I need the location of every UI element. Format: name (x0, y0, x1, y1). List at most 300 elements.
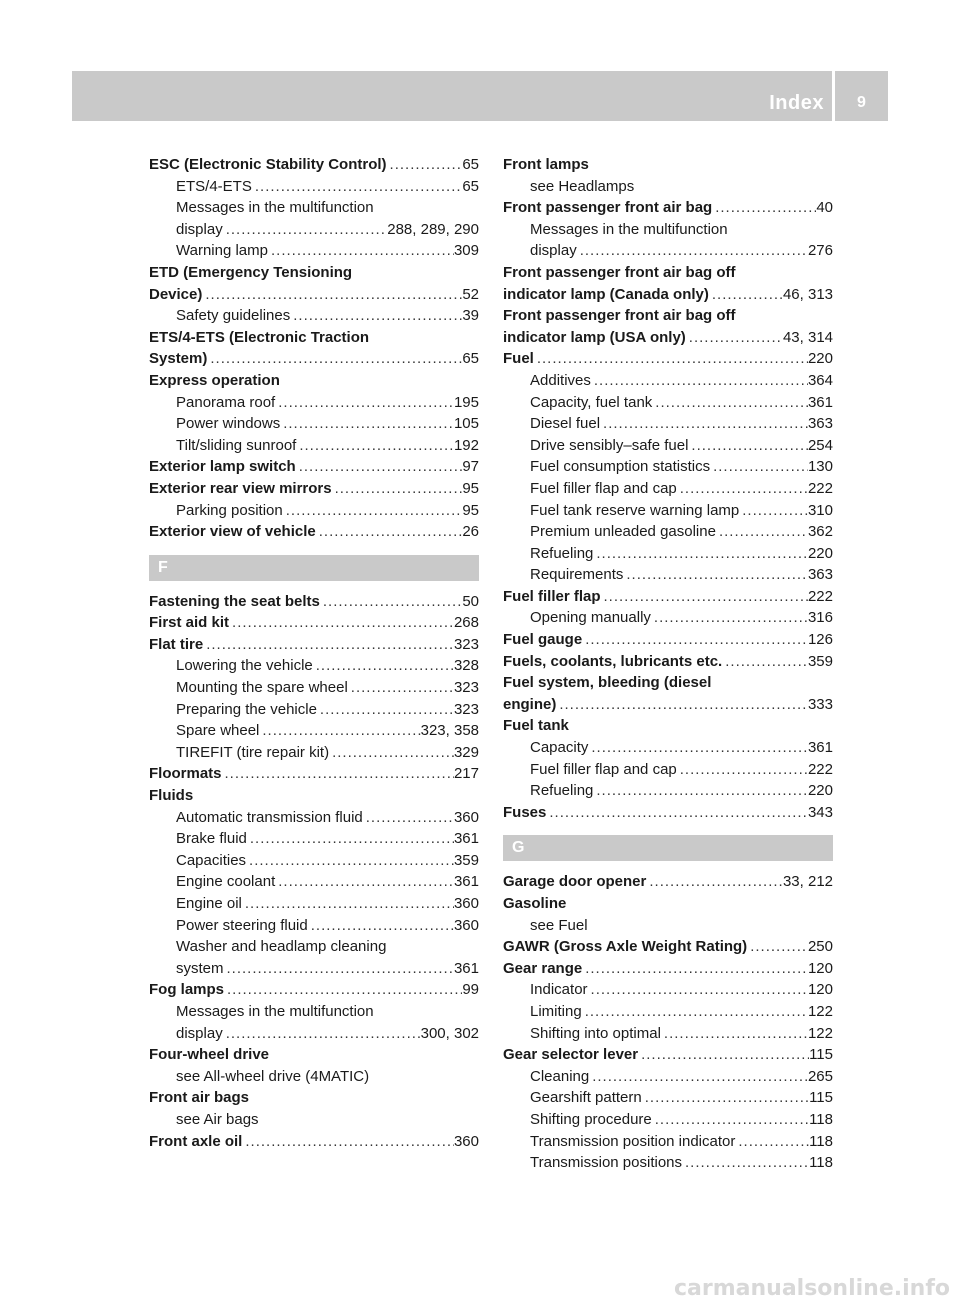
index-subentry (503, 240, 833, 262)
page-reference[interactable]: 52 (462, 285, 479, 303)
index-subentry (503, 759, 833, 781)
entry-text: Lowering the vehicle (176, 657, 313, 675)
index-subentry (503, 521, 833, 543)
entry-text: TIREFIT (tire repair kit) (176, 743, 330, 761)
entry-text: Gear range (503, 959, 583, 977)
page-reference[interactable]: 26 (462, 523, 479, 541)
page-reference[interactable]: 126 (807, 631, 833, 649)
dot-leader (252, 176, 462, 198)
index-entry (149, 478, 479, 500)
page-reference[interactable]: 43, 314 (782, 328, 833, 346)
index-subentry (503, 564, 833, 586)
index-subentry (503, 1087, 833, 1109)
index-entry (503, 197, 833, 219)
index-entry (503, 715, 833, 737)
index-entry (149, 763, 479, 785)
index-entry (503, 284, 833, 306)
index-subentry (149, 435, 479, 457)
index-subentry (149, 219, 479, 241)
dot-leader (646, 871, 783, 893)
entry-text: Engine coolant (176, 873, 276, 891)
index-subentry (503, 780, 833, 802)
dot-leader (686, 327, 783, 349)
page-reference[interactable]: 115 (809, 1046, 833, 1064)
index-subentry (149, 392, 479, 414)
entry-text: Exterior rear view mirrors (149, 479, 332, 497)
entry-text: GAWR (Gross Axle Weight Rating) (503, 938, 748, 956)
entry-text: ETS/4-ETS (Electronic Traction (149, 328, 370, 346)
dot-leader (387, 154, 463, 176)
index-entry (503, 893, 833, 915)
dot-leader (577, 240, 808, 262)
index-subentry (503, 219, 833, 241)
page-reference[interactable]: 118 (809, 1154, 833, 1172)
page-reference[interactable]: 65 (462, 177, 479, 195)
entry-text: Front passenger front air bag (503, 199, 713, 217)
page-reference[interactable]: 40 (816, 199, 833, 217)
dot-leader (556, 694, 808, 716)
page-reference[interactable]: 268 (453, 614, 479, 632)
entry-text: Tilt/sliding sunroof (176, 436, 297, 454)
index-entry (149, 1131, 479, 1153)
page-reference[interactable]: 276 (807, 242, 833, 260)
index-entry (503, 694, 833, 716)
index-entry (149, 634, 479, 656)
index-entry (503, 586, 833, 608)
dot-leader (591, 370, 808, 392)
dot-leader (242, 893, 454, 915)
index-entry (503, 154, 833, 176)
entry-text: Cleaning (530, 1067, 590, 1085)
entry-text: Limiting (530, 1002, 582, 1020)
entry-text: First aid kit (149, 614, 230, 632)
index-subentry (149, 850, 479, 872)
page-reference[interactable]: 360 (453, 916, 479, 934)
dot-leader (242, 1131, 454, 1153)
index-subentry (149, 305, 479, 327)
page-reference[interactable]: 195 (453, 393, 479, 411)
dot-leader (588, 979, 808, 1001)
dot-leader (593, 780, 808, 802)
index-subentry (503, 370, 833, 392)
dot-leader (308, 915, 454, 937)
entry-text: Requirements (530, 566, 624, 584)
index-subentry (503, 435, 833, 457)
dot-leader (735, 1131, 809, 1153)
page-reference[interactable]: 361 (453, 959, 479, 977)
index-subentry (149, 871, 479, 893)
entry-text: Capacity, fuel tank (530, 393, 653, 411)
entry-text: Fuel (503, 350, 534, 368)
page-reference[interactable]: 118 (809, 1110, 833, 1128)
entry-text: Mounting the spare wheel (176, 679, 348, 697)
page-reference[interactable]: 300, 302 (420, 1024, 479, 1042)
entry-text: Gasoline (503, 895, 567, 912)
dot-leader (259, 720, 420, 742)
entry-text: Fuel filler flap and cap (530, 760, 677, 778)
index-entry (149, 979, 479, 1001)
header-bar (72, 71, 832, 121)
dot-leader (329, 742, 454, 764)
dot-leader (716, 521, 808, 543)
watermark: carmanualsonline.info (674, 1276, 950, 1301)
page-reference[interactable]: 97 (462, 458, 479, 476)
entry-text: Front passenger front air bag off (503, 307, 736, 325)
page-reference[interactable]: 220 (807, 350, 833, 368)
page-reference[interactable]: 360 (453, 1132, 479, 1150)
page-reference[interactable]: 363 (807, 415, 833, 433)
index-entry (149, 262, 479, 284)
entry-text: Capacities (176, 851, 247, 869)
index-subentry (503, 1066, 833, 1088)
dot-leader (268, 240, 454, 262)
page-reference[interactable]: 254 (807, 436, 833, 454)
page-reference[interactable]: 99 (462, 981, 479, 999)
entry-text: Diesel fuel (530, 415, 601, 433)
index-subentry (149, 176, 479, 198)
page-reference[interactable]: 361 (453, 873, 479, 891)
entry-text: Fuel consumption statistics (530, 458, 711, 476)
dot-leader (332, 478, 463, 500)
index-subentry (149, 413, 479, 435)
entry-text: Garage door opener (503, 873, 647, 891)
index-entry (503, 327, 833, 349)
page-reference[interactable]: 46, 313 (782, 285, 833, 303)
page-reference[interactable]: 122 (807, 1024, 833, 1042)
index-entry (503, 958, 833, 980)
entry-text: Flat tire (149, 635, 204, 653)
entry-text: Messages in the multifunction (530, 220, 728, 238)
dot-leader (582, 958, 808, 980)
index-entry (149, 1087, 479, 1109)
entry-text: Power steering fluid (176, 916, 308, 934)
page-reference[interactable]: 120 (807, 959, 833, 977)
page-reference[interactable]: 323 (453, 679, 479, 697)
dot-leader (623, 564, 808, 586)
entry-text: Warning lamp (176, 242, 268, 260)
dot-leader (320, 591, 462, 613)
index-subentry (503, 543, 833, 565)
index-subentry (149, 893, 479, 915)
dot-leader (280, 413, 454, 435)
index-entry (503, 348, 833, 370)
dot-leader (600, 413, 808, 435)
index-subentry (149, 807, 479, 829)
index-subentry (149, 828, 479, 850)
entry-text: Fuel filler flap and cap (530, 479, 677, 497)
entry-text: Front lamps (503, 156, 589, 173)
index-entry (149, 456, 479, 478)
page-reference[interactable]: 316 (807, 609, 833, 627)
page-reference[interactable]: 65 (462, 350, 479, 368)
page-reference[interactable]: 222 (807, 587, 833, 605)
index-entry (149, 521, 479, 543)
entry-text: Panorama roof (176, 393, 276, 411)
index-subentry (149, 500, 479, 522)
dot-leader (313, 655, 454, 677)
page-reference[interactable]: 220 (807, 544, 833, 562)
dot-leader (316, 521, 463, 543)
index-entry (503, 1044, 833, 1066)
index-subentry (503, 176, 833, 198)
dot-leader (593, 543, 808, 565)
page-reference[interactable]: 250 (807, 938, 833, 956)
entry-text: Safety guidelines (176, 307, 291, 325)
header-title: Index (769, 92, 824, 114)
entry-text: Exterior view of vehicle (149, 523, 316, 541)
section-header: G (503, 835, 833, 861)
page-reference[interactable]: 115 (809, 1089, 833, 1107)
entry-text: system (176, 959, 224, 977)
index-entry (149, 785, 479, 807)
page-reference[interactable]: 361 (807, 739, 833, 757)
entry-text: Brake fluid (176, 830, 247, 848)
index-subentry (503, 413, 833, 435)
entry-text: engine) (503, 695, 557, 713)
entry-text: Fuel tank reserve warning lamp (530, 501, 740, 519)
entry-text: ESC (Electronic Stability Control) (149, 156, 387, 173)
entry-text: Engine oil (176, 895, 242, 912)
entry-text: Gear selector lever (503, 1046, 639, 1064)
dot-leader (275, 871, 454, 893)
page-reference[interactable]: 65 (462, 156, 479, 173)
entry-text: Front air bags (149, 1089, 250, 1107)
index-subentry (503, 500, 833, 522)
entry-text: Exterior lamp switch (149, 458, 296, 476)
index-entry (149, 284, 479, 306)
index-column-left (149, 154, 479, 1152)
entry-text: Transmission position indicator (530, 1132, 736, 1150)
entry-text: see Fuel (530, 916, 588, 934)
dot-leader (688, 435, 808, 457)
dot-leader (747, 936, 808, 958)
entry-text: ETS/4-ETS (176, 177, 252, 195)
index-entry (149, 370, 479, 392)
page-number: 9 (857, 94, 866, 111)
index-subentry (149, 677, 479, 699)
entry-text: Shifting into optimal (530, 1024, 661, 1042)
page-reference[interactable]: 361 (807, 393, 833, 411)
page-reference[interactable]: 359 (807, 652, 833, 670)
index-subentry (149, 197, 479, 219)
dot-leader (229, 612, 454, 634)
dot-leader (638, 1044, 809, 1066)
entry-text: Floormats (149, 765, 222, 783)
entry-text: Express operation (149, 371, 280, 389)
index-subentry (149, 655, 479, 677)
page-reference[interactable]: 323, 358 (420, 722, 479, 740)
entry-text: Messages in the multifunction (176, 199, 374, 217)
dot-leader (275, 392, 454, 414)
entry-text: Messages in the multifunction (176, 1002, 374, 1020)
index-entry (503, 936, 833, 958)
dot-leader (202, 284, 462, 306)
entry-text: Refueling (530, 544, 594, 562)
page-reference[interactable]: 50 (462, 592, 479, 610)
dot-leader (712, 197, 816, 219)
page-reference[interactable]: 323 (453, 700, 479, 718)
page-reference[interactable]: 333 (807, 695, 833, 713)
entry-text: display (176, 1024, 223, 1042)
dot-leader (739, 500, 808, 522)
entry-text: Fluids (149, 787, 194, 805)
index-subentry (149, 915, 479, 937)
index-subentry (503, 1131, 833, 1153)
index-entry (503, 651, 833, 673)
page-reference[interactable]: 364 (807, 371, 833, 389)
index-entry (149, 612, 479, 634)
page-reference[interactable]: 33, 212 (782, 873, 833, 891)
dot-leader (290, 305, 462, 327)
index-subentry (503, 456, 833, 478)
page-reference[interactable]: 222 (807, 479, 833, 497)
index-subentry (149, 936, 479, 958)
dot-leader (223, 219, 388, 241)
dot-leader (534, 348, 808, 370)
dot-leader (348, 677, 454, 699)
dot-leader (651, 607, 808, 629)
index-column-right (503, 154, 833, 1174)
dot-leader (588, 737, 808, 759)
index-entry (149, 591, 479, 613)
entry-text: Spare wheel (176, 722, 260, 740)
index-subentry (149, 1001, 479, 1023)
dot-leader (652, 1109, 809, 1131)
entry-text: ETD (Emergency Tensioning (149, 263, 353, 281)
index-subentry (503, 979, 833, 1001)
dot-leader (722, 651, 808, 673)
entry-text: Fuel filler flap (503, 587, 601, 605)
page-reference[interactable]: 343 (807, 803, 833, 821)
page-reference[interactable]: 360 (453, 808, 479, 826)
dot-leader (582, 629, 808, 651)
page-reference[interactable]: 362 (807, 523, 833, 541)
entry-text: Front passenger front air bag off (503, 263, 736, 281)
dot-leader (642, 1087, 809, 1109)
index-subentry (149, 720, 479, 742)
page-reference[interactable]: 95 (462, 479, 479, 497)
entry-text: display (530, 242, 577, 260)
index-entry (503, 802, 833, 824)
index-entry (503, 871, 833, 893)
entry-text: Fuses (503, 803, 547, 821)
entry-text: Drive sensibly–safe fuel (530, 436, 689, 454)
entry-text: display (176, 220, 223, 238)
dot-leader (363, 807, 454, 829)
index-subentry (149, 699, 479, 721)
index-entry (503, 629, 833, 651)
page-reference[interactable]: 288, 289, 290 (387, 220, 479, 238)
section-header: F (149, 555, 479, 581)
entry-text: Shifting procedure (530, 1110, 652, 1128)
dot-leader (661, 1023, 808, 1045)
page-reference[interactable]: 361 (453, 830, 479, 848)
dot-leader (222, 763, 454, 785)
index-subentry (503, 607, 833, 629)
index-entry (149, 1044, 479, 1066)
dot-leader (546, 802, 808, 824)
entry-text: indicator lamp (Canada only) (503, 285, 709, 303)
index-entry (149, 348, 479, 370)
page-reference[interactable]: 323 (453, 635, 479, 653)
index-subentry (503, 392, 833, 414)
dot-leader (283, 500, 463, 522)
entry-text: Gearshift pattern (530, 1089, 642, 1107)
index-subentry (149, 240, 479, 262)
page-reference[interactable]: 360 (453, 895, 479, 912)
page-reference[interactable]: 265 (807, 1067, 833, 1085)
entry-text: Refueling (530, 782, 594, 800)
page-reference[interactable]: 328 (453, 657, 479, 675)
index-subentry (503, 1152, 833, 1174)
page-reference[interactable]: 363 (807, 566, 833, 584)
page-reference[interactable]: 130 (807, 458, 833, 476)
index-entry (149, 154, 479, 176)
page-reference[interactable]: 217 (453, 765, 479, 783)
page-reference[interactable]: 122 (807, 1002, 833, 1020)
index-entry (149, 327, 479, 349)
dot-leader (203, 634, 454, 656)
dot-leader (582, 1001, 808, 1023)
page-reference[interactable]: 192 (453, 436, 479, 454)
entry-text: see Headlamps (530, 177, 635, 195)
index-subentry (503, 915, 833, 937)
entry-text: Fuel system, bleeding (diesel (503, 674, 712, 692)
page-reference[interactable]: 95 (462, 501, 479, 519)
page-reference[interactable]: 310 (807, 501, 833, 519)
dot-leader (247, 828, 454, 850)
index-subentry (149, 1023, 479, 1045)
entry-text: System) (149, 350, 208, 368)
index-subentry (503, 478, 833, 500)
entry-text: Premium unleaded gasoline (530, 523, 716, 541)
entry-text: Parking position (176, 501, 283, 519)
dot-leader (224, 958, 454, 980)
entry-text: Washer and headlamp cleaning (176, 938, 387, 956)
dot-leader (677, 478, 808, 500)
entry-text: Capacity (530, 739, 589, 757)
dot-leader (296, 435, 454, 457)
page-reference[interactable]: 118 (809, 1132, 833, 1150)
dot-leader (677, 759, 808, 781)
index-subentry (149, 1109, 479, 1131)
entry-text: Opening manually (530, 609, 651, 627)
dot-leader (223, 1023, 421, 1045)
page-reference[interactable]: 39 (462, 307, 479, 325)
page-reference[interactable]: 105 (453, 415, 479, 433)
dot-leader (224, 979, 462, 1001)
entry-text: Front axle oil (149, 1132, 243, 1150)
index-subentry (149, 958, 479, 980)
page-reference[interactable]: 220 (807, 782, 833, 800)
page-reference[interactable]: 309 (453, 242, 479, 260)
index-subentry (503, 1023, 833, 1045)
page-reference[interactable]: 222 (807, 760, 833, 778)
entry-text: Power windows (176, 415, 281, 433)
entry-text: see Air bags (176, 1110, 259, 1128)
entry-text: Fog lamps (149, 981, 225, 999)
entry-text: Preparing the vehicle (176, 700, 317, 718)
page-reference[interactable]: 359 (453, 851, 479, 869)
entry-text: indicator lamp (USA only) (503, 328, 686, 346)
index-subentry (503, 737, 833, 759)
page-reference[interactable]: 329 (453, 743, 479, 761)
dot-leader (682, 1152, 809, 1174)
page-reference[interactable]: 120 (807, 981, 833, 999)
entry-text: Device) (149, 285, 203, 303)
index-entry (503, 305, 833, 327)
dot-leader (246, 850, 454, 872)
